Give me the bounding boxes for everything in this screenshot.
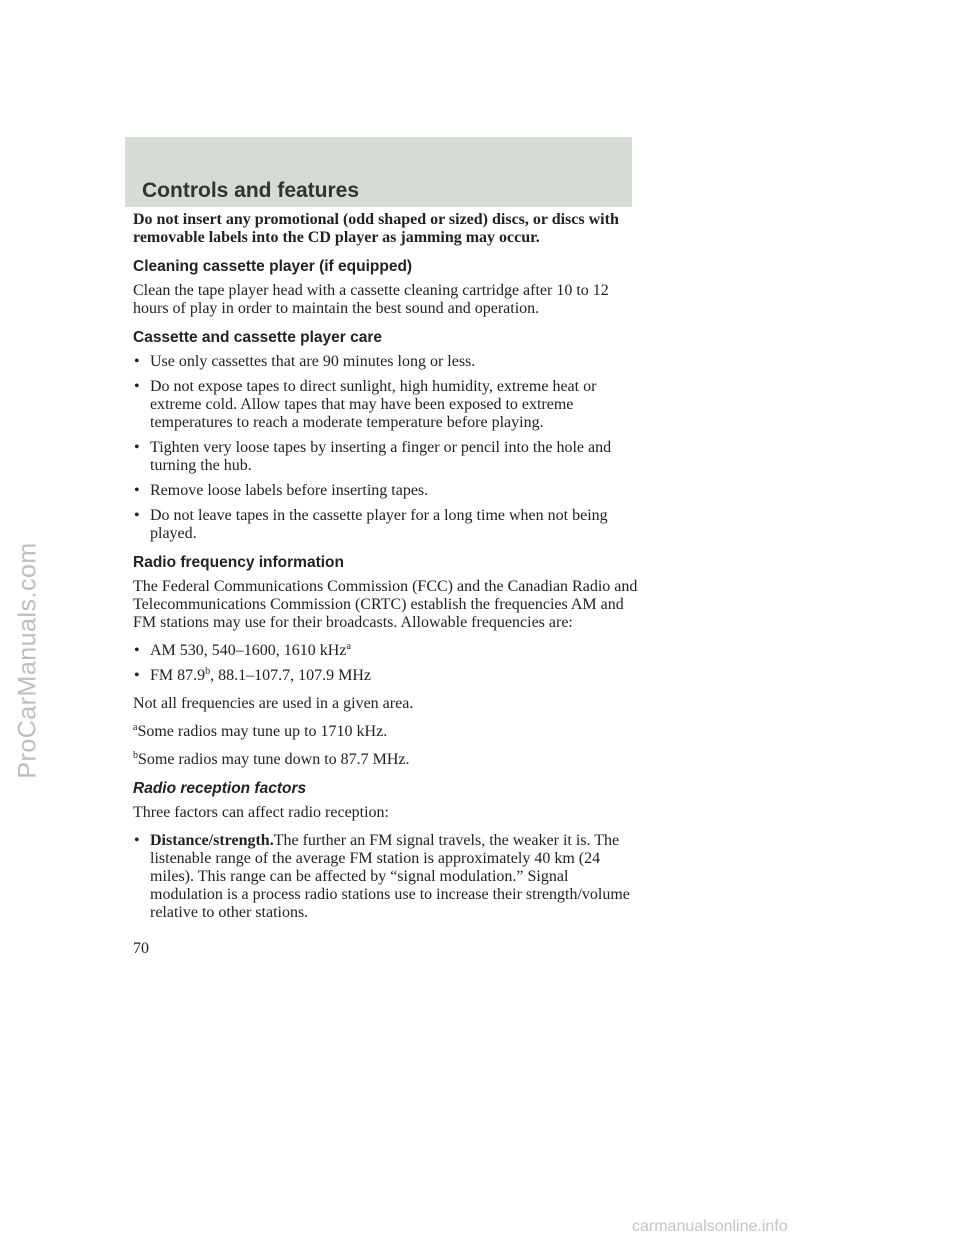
list-item: • Do not leave tapes in the cassette player for a long time when not being played. <box>134 507 608 542</box>
frequency-heading: Radio frequency information <box>133 554 344 571</box>
cleaning-heading: Cleaning cassette player (if equipped) <box>133 258 413 275</box>
reception-heading: Radio reception factors <box>133 780 307 797</box>
frequency-note: Not all frequencies are used in a given area. <box>133 695 414 712</box>
side-watermark-text: ProCarManuals.com <box>13 541 42 779</box>
cd-warning: Do not insert any promotional (odd shaped or sized) discs, or discs with removable labels into the CD player as jamming may occur. <box>133 211 619 246</box>
side-watermark <box>8 510 48 810</box>
care-heading: Cassette and cassette player care <box>133 329 383 346</box>
section-header-band <box>125 137 632 207</box>
reception-list <box>133 832 638 922</box>
section-title: Controls and features <box>142 179 360 202</box>
list-item: • Distance/strength.The further an FM signal travels, the weaker it is. The listenable range of the average FM station is approximately 40 km (24 miles). This range can be affected by “signal modulation.” Signal modulation is a process radio stations use to increase their strength/volume relative to other stations. <box>134 832 630 921</box>
bullet-icon: • <box>134 642 140 659</box>
list-item: • Use only cassettes that are 90 minutes long or less. <box>134 353 476 370</box>
footnote-mark-a: a <box>346 641 351 652</box>
list-item-am: • AM 530, 540–1600, 1610 kHz$^a$ <box>134 641 351 659</box>
footnote-b: $^b$Some radios may tune down to 87.7 MHz. <box>133 750 410 768</box>
bullet-icon: • <box>134 507 140 524</box>
frequency-body: The Federal Communications Commission (FCC) and the Canadian Radio and Telecommunications Commission (CRTC) establish the frequencies AM and FM stations may use for their broadcasts. Allowable frequencies are: <box>133 578 638 631</box>
list-item: • Remove loose labels before inserting tapes. <box>134 482 429 499</box>
bullet-icon: • <box>134 378 140 395</box>
footnote-a: $^a$Some radios may tune up to 1710 kHz. <box>133 722 388 740</box>
care-list <box>133 353 638 543</box>
frequency-list <box>133 642 638 685</box>
cleaning-body: Clean the tape player head with a cassette cleaning cartridge after 10 to 12 hours of play in order to maintain the best sound and operation. <box>133 282 609 317</box>
page-content <box>133 211 638 932</box>
bullet-icon: • <box>134 439 140 456</box>
list-item-fm: • FM 87.9$^b$, 88.1–107.7, 107.9 MHz <box>134 666 372 684</box>
list-item: • Tighten very loose tapes by inserting a finger or pencil into the hole and turning the hub. <box>134 439 612 474</box>
reception-intro: Three factors can affect radio reception: <box>133 804 389 821</box>
bullet-icon: • <box>134 832 140 849</box>
bullet-icon: • <box>134 482 140 499</box>
factor-label: Distance/strength. <box>150 832 274 849</box>
footer-watermark: carmanualsonline.info <box>632 1218 788 1235</box>
bullet-icon: • <box>134 353 140 370</box>
bullet-icon: • <box>134 667 140 684</box>
page-number: 70 <box>133 940 149 957</box>
list-item: • Do not expose tapes to direct sunlight, high humidity, extreme heat or extreme cold. Allow tapes that may have been exposed to extreme temperatures to reach a moderate temperature before playing. <box>134 378 597 431</box>
footnote-mark-b: b <box>205 666 211 677</box>
